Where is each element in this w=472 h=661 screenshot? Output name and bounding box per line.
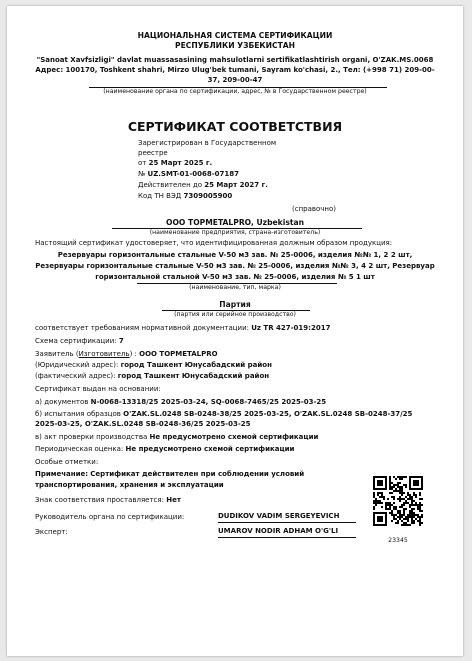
manufacturer-value: ООО TOPMETALPRO, Uzbekistan	[166, 218, 304, 227]
batch-caption: (партия или серийное производство)	[174, 311, 296, 318]
org-line3: 37, 209-00-47	[207, 76, 263, 84]
header-line1: НАЦИОНАЛЬНАЯ СИСТЕМА СЕРТИФИКАЦИИ	[137, 31, 333, 40]
note-line2: транспортирования, хранения и эксплуатации	[35, 481, 224, 489]
conformity-mark-label: Знак соответствия проставляется:	[35, 496, 164, 504]
conformity-mark-value: Нет	[166, 496, 181, 504]
header-line2: РЕСПУБЛИКИ УЗБЕКИСТАН	[175, 41, 295, 50]
registration-number: UZ.SMT-01-0068-07187	[147, 170, 239, 178]
tests-value-line2: 2025-03-25, O'ZAK.SL.0248 SB-0248-36/25 2025-03-25	[35, 420, 251, 428]
org-caption: (наименование органа по сертификации, адрес, № в Государственном реестре)	[103, 88, 367, 95]
documents-label: а) документов	[35, 398, 89, 406]
actual-address-value: город Ташкент Юнусабадский район	[117, 372, 270, 380]
production-row	[35, 433, 318, 443]
legal-address-row	[35, 361, 272, 371]
product-line1: Резервуары горизонтальные стальные V-50 м3 зав. № 25-0006, изделия №№ 1, 2 2 шт,	[57, 251, 413, 259]
conformity-mark-row	[35, 496, 181, 506]
actual-address-label: (фактический адрес):	[35, 372, 116, 380]
documents-value: N-0068-13318/25 2025-03-24, SQ-0068-7465/25 2025-03-25	[90, 398, 327, 406]
applicant-row	[35, 350, 218, 360]
org-line2: Адрес: 100170, Toshkent shahri, Mirzo Ulug'bek tumani, Sayram ko'chasi, 2., Тел: (+998 71) 209-00-	[35, 66, 435, 74]
manufacturer-caption: (наименование предприятия, страна-изготовитель)	[149, 229, 321, 236]
reference-note: (справочно)	[292, 205, 337, 213]
periodic-row	[35, 445, 294, 455]
tnved-code-label: Код ТН ВЭД	[138, 192, 182, 200]
normative-row	[35, 324, 330, 334]
basis-label: Сертификат выдан на основании:	[35, 385, 161, 393]
registration-number-row	[138, 170, 239, 180]
registration-date-label: от	[138, 159, 147, 167]
normative-value: Uz TR 427-019:2017	[251, 324, 331, 332]
registration-line2: реестре	[138, 149, 168, 157]
tnved-code: 7309005900	[183, 192, 233, 200]
production-label: в) акт проверки производства	[35, 433, 148, 441]
registration-number-label: №	[138, 170, 146, 178]
legal-address-value: город Ташкент Юнусабадский район	[120, 361, 272, 369]
scheme-row	[35, 337, 124, 347]
registration-date: 25 Март 2025 г.	[148, 159, 213, 167]
qr-caption: 23345	[388, 537, 408, 544]
batch-value: Партия	[219, 300, 251, 309]
product-line3: горизонтальной стальной V-50 м3 зав. № 25-0006, изделия № 5 1 шт	[95, 273, 375, 281]
applicant-label: Заявитель (	[35, 350, 79, 358]
applicant-role: Изготовитель	[78, 350, 130, 358]
scheme-value: 7	[118, 337, 124, 345]
production-value: Не предусмотрено схемой сертификации	[149, 433, 319, 441]
periodic-value: Не предусмотрено схемой сертификации	[125, 445, 295, 453]
scheme-label: Схема сертификации:	[35, 337, 117, 345]
tests-value-line1: O'ZAK.SL.0248 SB-0248-38/25 2025-03-25, O'ZAK.SL.0248 SB-0248-37/25	[123, 410, 413, 418]
head-name: DUDIKOV VADIM SERGEYEVICH	[218, 512, 340, 520]
certificate-page	[7, 6, 463, 656]
note-label: Примечание:	[35, 470, 89, 478]
actual-address-row	[35, 372, 269, 382]
expert-signature-line	[218, 537, 356, 538]
registration-line1: Зарегистрирован в Государственном	[138, 139, 277, 147]
product-line2: Резервуары горизонтальные стальные V-50 м3 зав. № 25-0006, изделия №№ 3, 4 2 шт, Резервуар	[35, 262, 435, 270]
applicant-value: ООО TOPMETALPRO	[139, 350, 218, 358]
normative-label: соответствует требованиям нормативной документации:	[35, 324, 249, 332]
product-intro: Настоящий сертификат удостоверяет, что идентифицированная должным образом продукция:	[35, 239, 393, 247]
valid-until-date: 25 Март 2027 г.	[204, 181, 268, 189]
tests-label: б) испытания образцов	[35, 410, 121, 418]
note-line1: Сертификат действителен при соблюдении условий	[90, 470, 305, 478]
expert-name: UMAROV NODIR ADHAM O'G'LI	[218, 527, 339, 535]
valid-until-row	[138, 181, 268, 191]
qr-code	[373, 476, 423, 526]
applicant-label-close: ) :	[129, 350, 137, 358]
valid-until-label: Действителен до	[138, 181, 203, 189]
documents-row	[35, 398, 326, 408]
note-row	[35, 470, 304, 480]
tests-row	[35, 410, 412, 420]
tnved-code-row	[138, 192, 232, 202]
legal-address-label: (Юридический адрес):	[35, 361, 119, 369]
head-label: Руководитель органа по сертификации:	[35, 513, 185, 521]
head-signature-line	[218, 522, 356, 523]
registration-date-row	[138, 159, 212, 169]
product-caption: (наименование, тип, марка)	[189, 284, 281, 291]
periodic-label: Периодическая оценка:	[35, 445, 124, 453]
special-marks-label: Особые отметки:	[35, 458, 99, 466]
org-line1: "Sanoat Xavfsizligi" davlat muassasasining mahsulotlarni sertifikatlashtirish organi, O'ZAK.MS.0068	[36, 56, 434, 64]
expert-label: Эксперт:	[35, 528, 68, 536]
certificate-title: СЕРТИФИКАТ СООТВЕТСТВИЯ	[127, 119, 343, 134]
